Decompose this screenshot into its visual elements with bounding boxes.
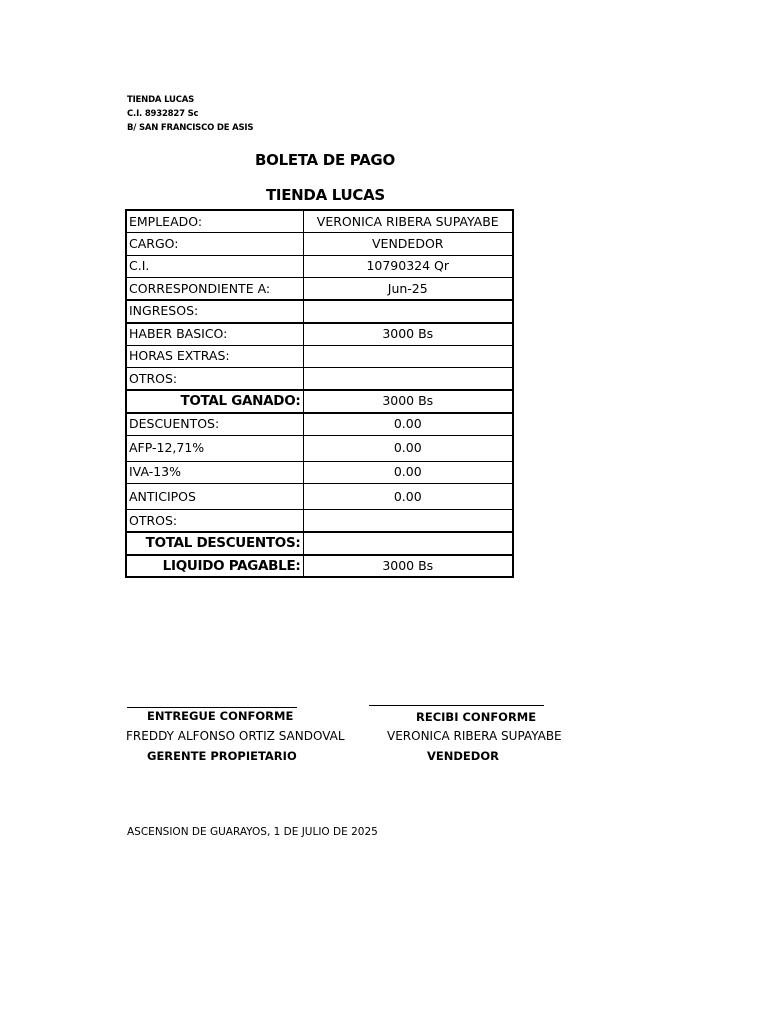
row-liquido-pagable	[126, 555, 513, 578]
label-ci: C.I.	[126, 255, 303, 278]
row-total-ganado	[126, 390, 513, 413]
value-total-ganado: 3000 Bs	[303, 390, 513, 413]
value-horas-extras	[303, 345, 513, 368]
signature-right-name: VERONICA RIBERA SUPAYABE	[387, 729, 562, 743]
label-anticipos: ANTICIPOS	[126, 484, 303, 510]
value-liquido-pagable: 3000 Bs	[303, 555, 513, 578]
signature-left-heading: ENTREGUE CONFORME	[147, 709, 294, 723]
signature-right-heading: RECIBI CONFORME	[416, 710, 537, 724]
store-name: TIENDA LUCAS	[127, 95, 195, 105]
row-correspondiente	[126, 278, 513, 301]
row-empleado	[126, 210, 513, 233]
value-ci: 10790324 Qr	[303, 255, 513, 278]
place-date: ASCENSION DE GUARAYOS, 1 DE JULIO DE 2025	[127, 826, 378, 838]
label-afp: AFP-12,71%	[126, 435, 303, 461]
label-iva: IVA-13%	[126, 461, 303, 484]
value-empleado: VERONICA RIBERA SUPAYABE	[303, 210, 513, 233]
value-anticipos: 0.00	[303, 484, 513, 510]
label-total-ganado: TOTAL GANADO:	[126, 390, 303, 413]
label-correspondiente: CORRESPONDIENTE A:	[126, 278, 303, 301]
row-afp	[126, 435, 513, 461]
value-cargo: VENDEDOR	[303, 233, 513, 256]
document-title: BOLETA DE PAGO	[255, 151, 395, 169]
label-ingresos: INGRESOS:	[126, 300, 303, 323]
value-haber-basico: 3000 Bs	[303, 323, 513, 346]
row-total-descuentos	[126, 532, 513, 555]
label-haber-basico: HABER BASICO:	[126, 323, 303, 346]
signature-left-name: FREDDY ALFONSO ORTIZ SANDOVAL	[126, 729, 345, 743]
label-horas-extras: HORAS EXTRAS:	[126, 345, 303, 368]
label-otros-descuentos: OTROS:	[126, 510, 303, 533]
value-ingresos	[303, 300, 513, 323]
value-correspondiente: Jun-25	[303, 278, 513, 301]
signature-line-right	[369, 705, 544, 706]
value-descuentos: 0.00	[303, 413, 513, 436]
store-ci: C.I. 8932827 Sc	[127, 109, 199, 119]
label-total-descuentos: TOTAL DESCUENTOS:	[126, 532, 303, 555]
label-otros-ingresos: OTROS:	[126, 368, 303, 391]
row-cargo	[126, 233, 513, 256]
value-otros-descuentos	[303, 510, 513, 533]
row-ingresos	[126, 300, 513, 323]
value-afp: 0.00	[303, 435, 513, 461]
row-haber-basico	[126, 323, 513, 346]
label-cargo: CARGO:	[126, 233, 303, 256]
value-total-descuentos	[303, 532, 513, 555]
row-descuentos	[126, 413, 513, 436]
store-address: B/ SAN FRANCISCO DE ASIS	[127, 123, 254, 133]
row-otros-descuentos	[126, 510, 513, 533]
payslip-table	[125, 209, 514, 578]
row-horas-extras	[126, 345, 513, 368]
label-empleado: EMPLEADO:	[126, 210, 303, 233]
row-otros-ingresos	[126, 368, 513, 391]
row-ci	[126, 255, 513, 278]
store-title: TIENDA LUCAS	[266, 186, 385, 204]
signature-left-role: GERENTE PROPIETARIO	[147, 749, 297, 763]
signature-line-left	[127, 707, 297, 708]
row-iva	[126, 461, 513, 484]
label-liquido-pagable: LIQUIDO PAGABLE:	[126, 555, 303, 578]
value-otros-ingresos	[303, 368, 513, 391]
signature-right-role: VENDEDOR	[427, 749, 499, 763]
row-anticipos	[126, 484, 513, 510]
value-iva: 0.00	[303, 461, 513, 484]
label-descuentos: DESCUENTOS:	[126, 413, 303, 436]
